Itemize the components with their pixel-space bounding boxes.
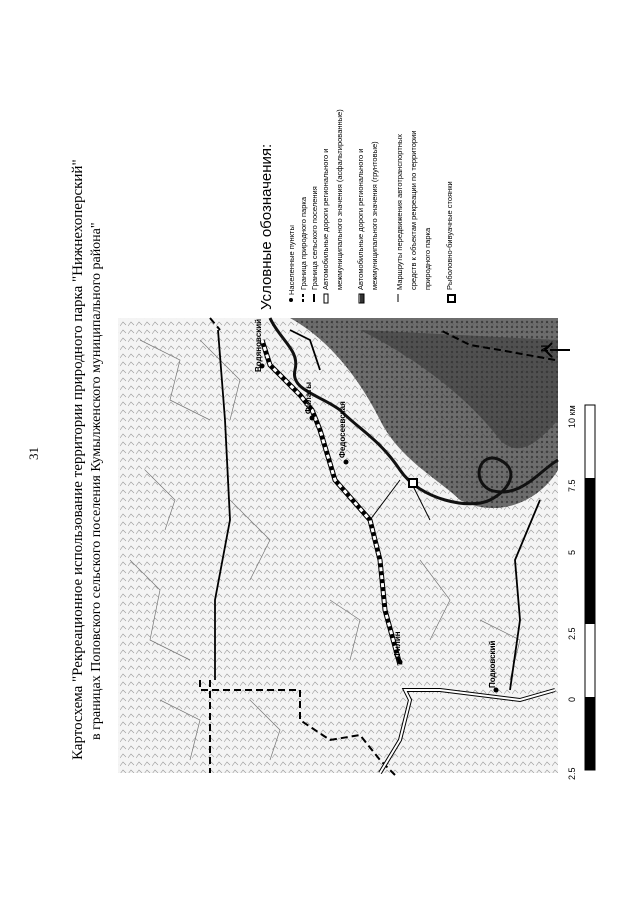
legend-item: Граница природного парка [299, 197, 308, 290]
legend-title: Условные обозначения: [258, 143, 275, 310]
place-label-vodyanovsky: Водяновский [254, 318, 263, 372]
place-label-podkovsky: Подковский [488, 640, 497, 688]
scale-bar [585, 405, 595, 770]
legend-item: межмуниципального значения (грунтовые) [370, 141, 379, 290]
settlement-dot [494, 688, 499, 693]
settlement-dot [310, 416, 315, 421]
legend-item: Граница сельского поселения [310, 186, 319, 290]
legend-item: межмуниципального значения (асфальтированные) [335, 109, 344, 290]
scale-label: 5 [567, 549, 577, 555]
map-title-line2: в границах Поповского сельского поселения Кумылженского муниципального района" [89, 222, 104, 740]
place-label-filin: Филин [393, 631, 402, 658]
legend-item: средств к объектам рекреации по территории [409, 130, 418, 290]
scale-label: 2.5 [567, 767, 577, 780]
settlement-dot [398, 660, 403, 665]
legend-item: Маршруты передвижения автотранспортных [395, 133, 404, 290]
place-label-filaty: Филаты [304, 381, 313, 414]
legend-item: природного парка [423, 227, 432, 290]
scale-label: 0 [567, 696, 577, 702]
page-number: 31 [26, 447, 41, 460]
legend-item: Автомобильные дороги регионального и [356, 148, 365, 290]
place-label-fedoseevskaya: Федосеевская [338, 401, 347, 458]
north-label: N [540, 344, 551, 352]
legend-item: Населенные пункты [287, 225, 296, 295]
scale-label: 7.5 [567, 479, 577, 492]
legend-icons [289, 294, 456, 303]
scale-label: 2.5 [567, 627, 577, 640]
legend-item: Автомобильные дороги регионального и [321, 148, 330, 290]
settlement-dot [344, 460, 349, 465]
legend-item: Рыболовно-бивуачные стоянки [445, 181, 454, 290]
map-title-line1: Картосхема "Рекреационное использование территории природного парка "Нижнехоперский" [70, 159, 86, 760]
scale-label: 10 км [567, 405, 577, 428]
